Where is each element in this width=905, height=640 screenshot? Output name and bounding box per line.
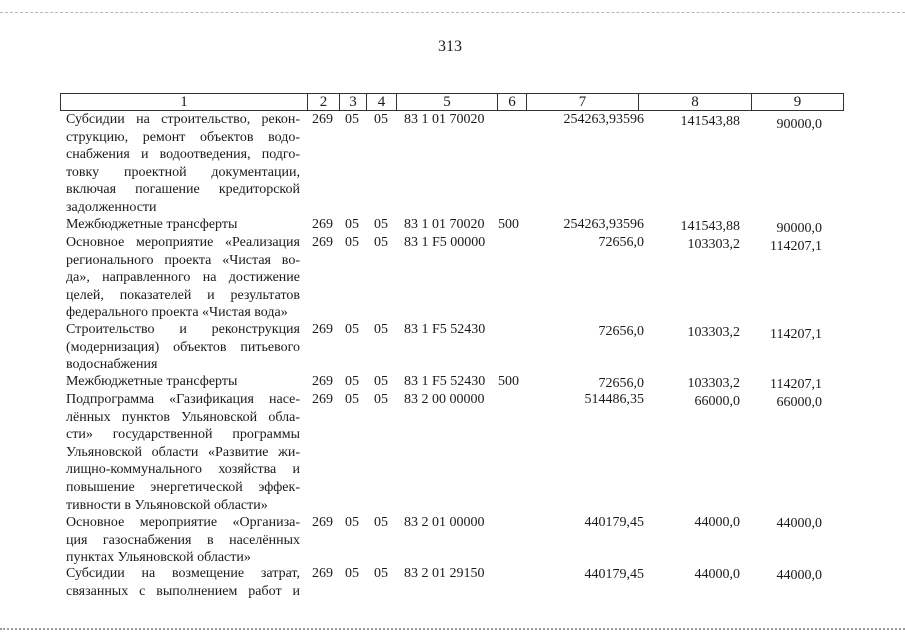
cell-code-4: 05: [374, 235, 388, 250]
row-name-line: Межбюджетные трансферты: [66, 374, 238, 389]
cell-code-2: 269: [312, 515, 333, 530]
row-name: [66, 373, 300, 391]
cell-code-3: 05: [345, 322, 359, 337]
row-name-line: связанных с выполнением работ и: [66, 583, 300, 599]
scan-top-border: [0, 12, 905, 13]
cell-amount-8: 141543,88: [680, 114, 740, 129]
cell-code-2: 269: [312, 217, 333, 232]
header-col-8: 8: [638, 93, 752, 111]
page-number: 313: [438, 38, 462, 55]
row-name-line: включая погашение кредиторской: [66, 182, 300, 198]
row-name: [66, 321, 300, 374]
scan-bottom-border: [0, 628, 905, 630]
cell-code-3: 05: [345, 566, 359, 581]
cell-code-2: 269: [312, 566, 333, 581]
row-name-line: снабжения и водоотведения, подго-: [66, 147, 300, 163]
row-name-line: задолженности: [66, 199, 157, 215]
cell-code-4: 05: [374, 217, 388, 232]
row-name-line: Основное мероприятие «Реализация: [66, 235, 300, 250]
cell-amount-9: 66000,0: [776, 395, 822, 410]
cell-code-2: 269: [312, 374, 333, 389]
cell-amount-9: 90000,0: [776, 117, 822, 132]
header-col-1: 1: [60, 93, 308, 111]
row-name-line: струкцию, ремонт объектов водо-: [66, 129, 300, 145]
cell-expense-type: 500: [498, 217, 519, 232]
cell-amount-8: 103303,2: [687, 325, 740, 340]
cell-amount-7: 254263,93596: [563, 112, 644, 127]
row-name-line: сти» государственной программы: [66, 427, 300, 443]
row-name: [66, 391, 300, 514]
cell-amount-9: 114207,1: [770, 327, 822, 342]
cell-amount-8: 44000,0: [694, 515, 740, 530]
row-name-line: федерального проекта «Чистая вода»: [66, 305, 288, 321]
cell-code-4: 05: [374, 112, 388, 127]
row-name: [66, 234, 300, 322]
cell-amount-7: 440179,45: [584, 515, 644, 530]
cell-code-3: 05: [345, 235, 359, 250]
cell-target-article: 83 2 01 00000: [404, 515, 485, 530]
cell-code-2: 269: [312, 392, 333, 407]
row-name-line: Основное мероприятие «Организа-: [66, 515, 300, 530]
row-name-line: Субсидии на строительство, рекон-: [66, 112, 300, 127]
cell-amount-9: 114207,1: [770, 239, 822, 254]
cell-amount-7: 440179,45: [584, 567, 644, 582]
header-col-9: 9: [751, 93, 844, 111]
cell-amount-8: 44000,0: [694, 567, 740, 582]
cell-code-3: 05: [345, 217, 359, 232]
row-name-line: повышение энергетической эффек-: [66, 479, 300, 495]
cell-code-3: 05: [345, 112, 359, 127]
row-name-line: целей, показателей и результатов: [66, 287, 300, 303]
cell-expense-type: 500: [498, 374, 519, 389]
row-name-line: товку проектной документации,: [66, 164, 300, 180]
cell-code-4: 05: [374, 566, 388, 581]
cell-amount-7: 514486,35: [584, 392, 644, 407]
row-name: [66, 514, 300, 567]
cell-target-article: 83 1 F5 00000: [404, 235, 486, 250]
header-col-5: 5: [396, 93, 498, 111]
header-col-3: 3: [339, 93, 367, 111]
row-name: [66, 111, 300, 217]
cell-code-4: 05: [374, 515, 388, 530]
row-name-line: регионального проекта «Чистая во-: [66, 252, 300, 268]
header-col-4: 4: [366, 93, 397, 111]
cell-amount-7: 72656,0: [598, 376, 644, 391]
row-name-line: Подпрограмма «Газификация насе-: [66, 392, 300, 407]
cell-code-4: 05: [374, 392, 388, 407]
row-name-line: водоснабжения: [66, 357, 158, 373]
cell-target-article: 83 1 F5 52430: [404, 322, 486, 337]
cell-amount-8: 103303,2: [687, 376, 740, 391]
cell-target-article: 83 2 01 29150: [404, 566, 485, 581]
row-name-line: тивности в Ульяновской области»: [66, 497, 268, 513]
cell-target-article: 83 2 00 00000: [404, 392, 485, 407]
row-name-line: Субсидии на возмещение затрат,: [66, 566, 300, 581]
row-name-line: пунктах Ульяновской области»: [66, 550, 251, 566]
cell-amount-8: 66000,0: [694, 394, 740, 409]
row-name: [66, 216, 300, 234]
row-name-line: да», направленного на достижение: [66, 270, 300, 286]
cell-code-4: 05: [374, 322, 388, 337]
cell-target-article: 83 1 F5 52430: [404, 374, 486, 389]
cell-amount-9: 114207,1: [770, 377, 822, 392]
cell-amount-7: 72656,0: [598, 235, 644, 250]
cell-code-3: 05: [345, 374, 359, 389]
row-name: [66, 565, 300, 600]
header-col-2: 2: [307, 93, 340, 111]
row-name-line: лищно-коммунального хозяйства и: [66, 462, 300, 478]
row-name-line: ция газоснабжения в населённых: [66, 532, 300, 548]
cell-code-2: 269: [312, 235, 333, 250]
row-name-line: (модернизация) объектов питьевого: [66, 339, 300, 355]
cell-amount-7: 254263,93596: [563, 217, 644, 232]
cell-target-article: 83 1 01 70020: [404, 112, 485, 127]
cell-code-3: 05: [345, 392, 359, 407]
cell-code-3: 05: [345, 515, 359, 530]
row-name-line: Ульяновской области «Развитие жи-: [66, 444, 300, 460]
cell-amount-9: 90000,0: [776, 221, 822, 236]
cell-amount-9: 44000,0: [776, 568, 822, 583]
cell-amount-8: 141543,88: [680, 219, 740, 234]
cell-target-article: 83 1 01 70020: [404, 217, 485, 232]
row-name-line: Межбюджетные трансферты: [66, 217, 238, 232]
cell-amount-9: 44000,0: [776, 516, 822, 531]
cell-code-2: 269: [312, 112, 333, 127]
cell-amount-7: 72656,0: [598, 324, 644, 339]
cell-code-2: 269: [312, 322, 333, 337]
row-name-line: Строительство и реконструкция: [66, 322, 300, 337]
header-col-7: 7: [526, 93, 639, 111]
cell-code-4: 05: [374, 374, 388, 389]
cell-amount-8: 103303,2: [687, 237, 740, 252]
header-col-6: 6: [497, 93, 527, 111]
row-name-line: лённых пунктов Ульяновской обла-: [66, 409, 300, 425]
